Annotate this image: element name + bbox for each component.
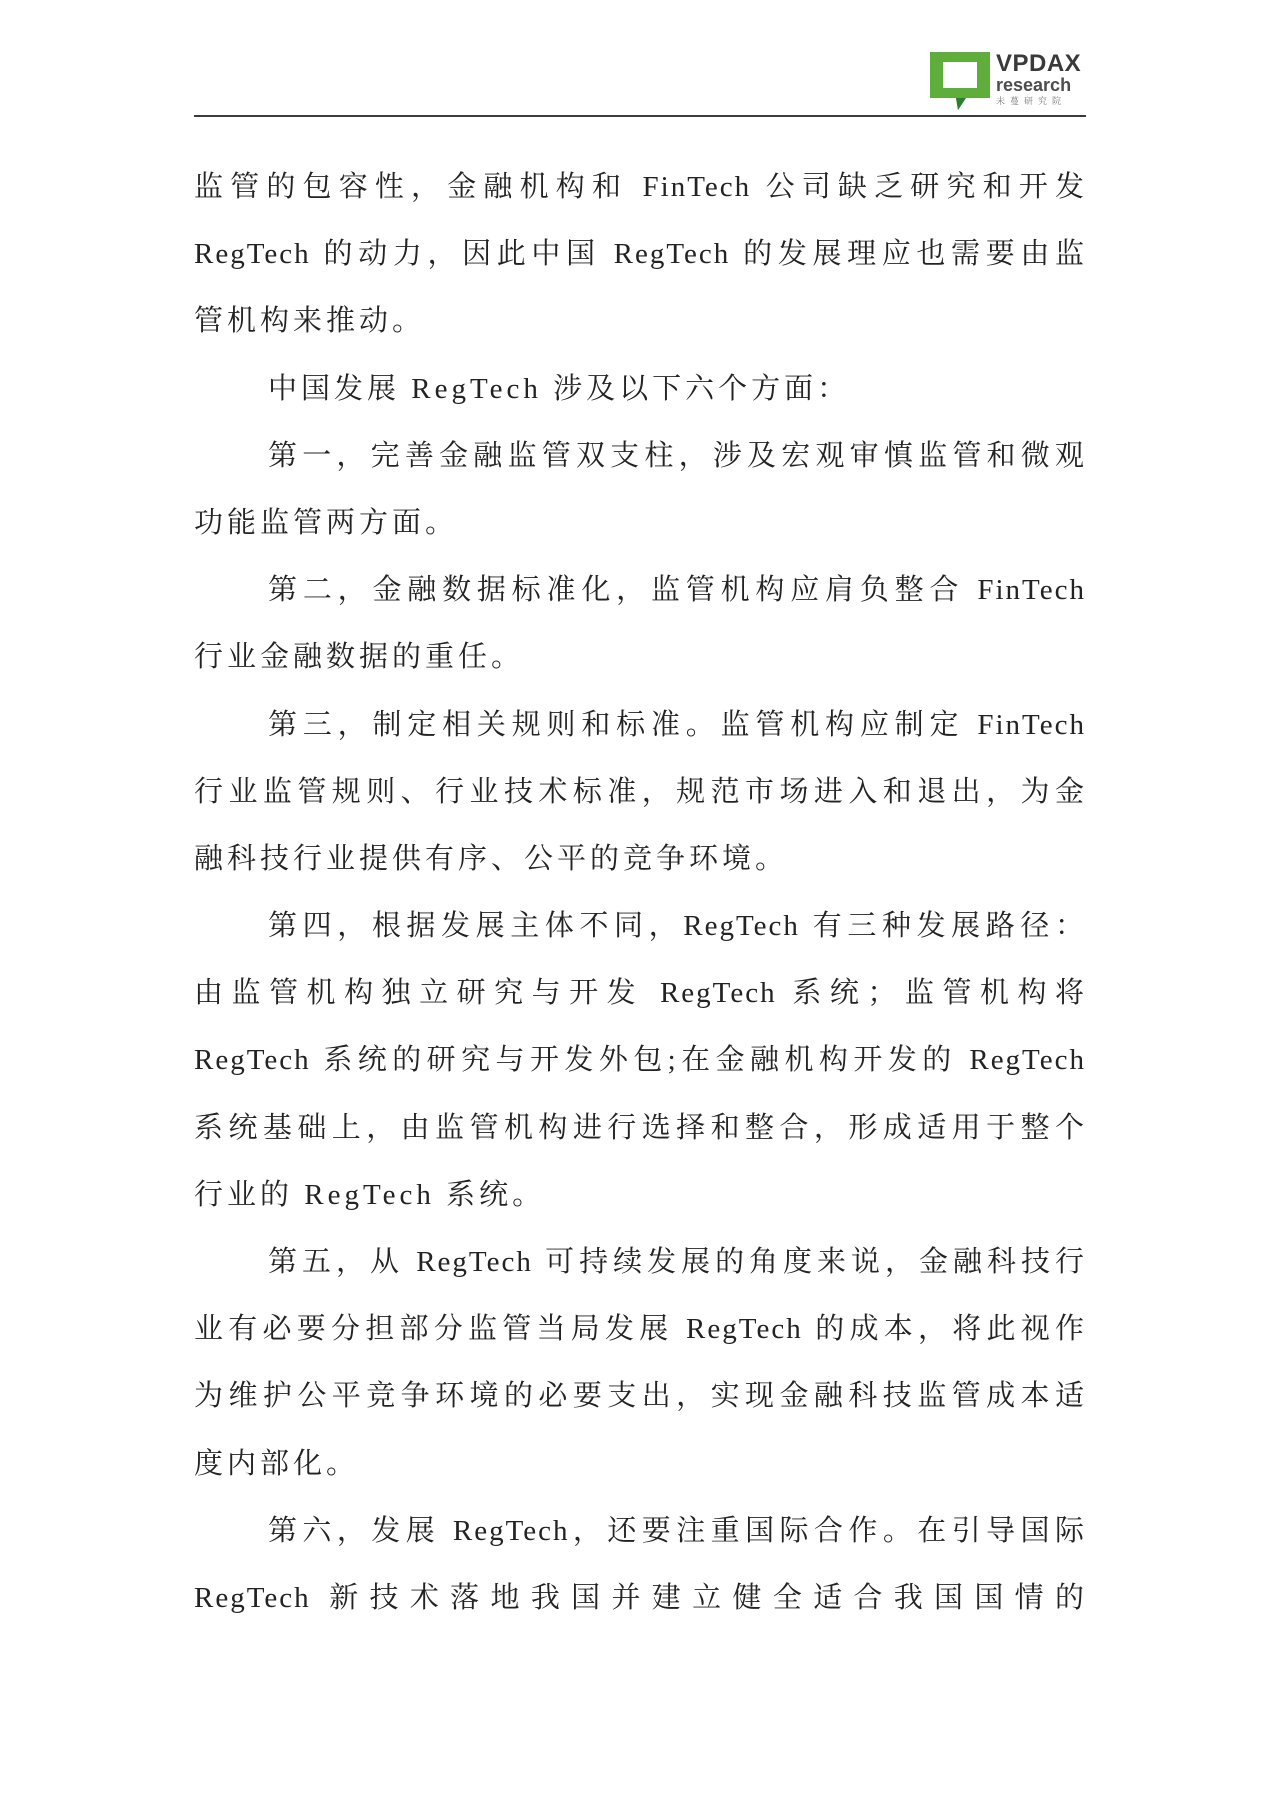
text-line: 第五，从 RegTech 可持续发展的角度来说，金融科技行 — [268, 1246, 1086, 1278]
logo-chinese-name: 未蔓研究院 — [996, 96, 1067, 106]
text-line: RegTech 的动力，因此中国 RegTech 的发展理应也需要由监 — [194, 238, 1086, 271]
text-line: 监管的包容性，金融机构和 FinTech 公司缺乏研究和开发 — [194, 171, 1086, 203]
logo-wordmark — [996, 52, 1081, 107]
logo-icon-tail — [956, 98, 966, 110]
text-line: 度内部化。 — [194, 1447, 360, 1480]
text-line: 由监管机构独立研究与开发 RegTech 系统；监管机构将 — [194, 977, 1086, 1010]
text-line: 功能监管两方面。 — [194, 506, 459, 539]
logo-subtitle: research — [996, 75, 1072, 95]
text-line: 第四，根据发展主体不同，RegTech 有三种发展路径： — [268, 910, 1086, 943]
paragraph-6 — [194, 893, 1086, 1229]
logo-brand: VPDAX — [996, 50, 1082, 77]
text-line: RegTech 新技术落地我国并建立健全适合我国国情的 — [194, 1581, 1086, 1614]
text-line: 管机构来推动。 — [194, 305, 426, 338]
text-line: 第一，完善金融监管双支柱，涉及宏观审慎监管和微观 — [268, 439, 1086, 472]
text-line: 行业金融数据的重任。 — [194, 641, 525, 674]
text-line: 为维护公平竞争环境的必要支出，实现金融科技监管成本适 — [194, 1380, 1086, 1413]
body-text — [194, 154, 1086, 1632]
text-line: 行业监管规则、行业技术标准，规范市场进入和退出，为金 — [194, 775, 1086, 808]
speech-bubble-logo-icon — [930, 52, 990, 110]
text-line: 第二，金融数据标准化，监管机构应肩负整合 FinTech — [268, 574, 1086, 607]
vpdax-research-logo — [930, 52, 1081, 110]
header-divider — [194, 115, 1086, 117]
logo-icon-window — [943, 62, 977, 88]
text-line: 第三，制定相关规则和标准。监管机构应制定 FinTech — [268, 708, 1086, 741]
text-line: RegTech 系统的研究与开发外包;在金融机构开发的 RegTech — [194, 1044, 1086, 1077]
paragraph-2 — [194, 356, 1086, 423]
paragraph-4 — [194, 557, 1086, 691]
text-line: 系统基础上，由监管机构进行选择和整合，形成适用于整个 — [194, 1111, 1086, 1144]
paragraph-5 — [194, 692, 1086, 894]
paragraph-8 — [194, 1498, 1086, 1632]
text-line: 融科技行业提供有序、公平的竞争环境。 — [194, 842, 789, 875]
text-line: 业有必要分担部分监管当局发展 RegTech 的成本，将此视作 — [194, 1313, 1086, 1346]
paragraph-7 — [194, 1229, 1086, 1498]
paragraph-1 — [194, 154, 1086, 356]
text-line: 第六，发展 RegTech，还要注重国际合作。在引导国际 — [268, 1514, 1086, 1547]
text-line: 行业的 RegTech 系统。 — [194, 1178, 546, 1211]
text-line: 中国发展 RegTech 涉及以下六个方面： — [268, 372, 851, 405]
paragraph-3 — [194, 423, 1086, 557]
